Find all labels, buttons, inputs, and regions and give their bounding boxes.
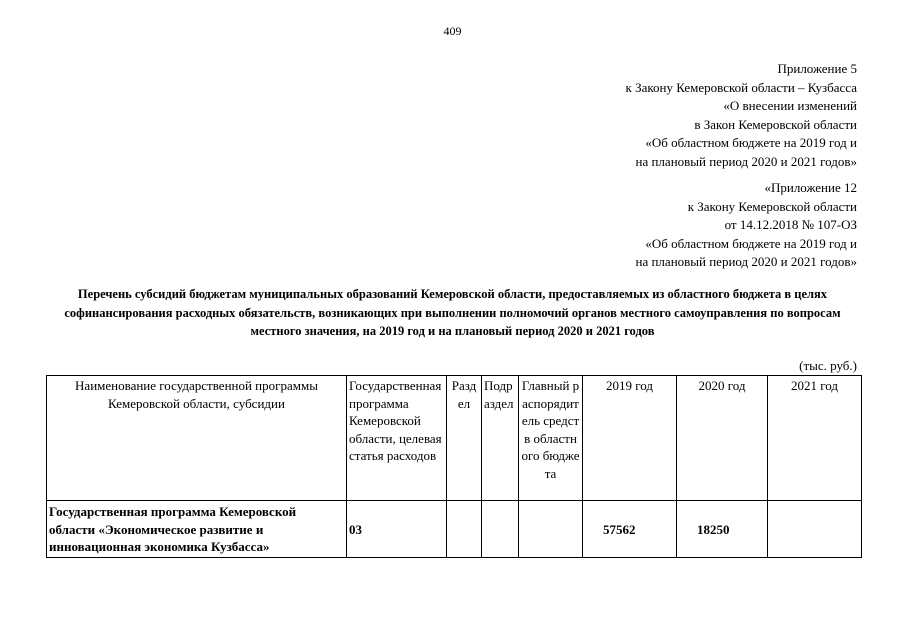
appendix-line: «Об областном бюджете на 2019 год и (645, 235, 857, 251)
appendix-line: в Закон Кемеровской области (694, 116, 857, 132)
appendix-line: на плановый период 2020 и 2021 годов» (635, 153, 857, 169)
appendix-line: Приложение 5 (777, 61, 857, 76)
appendix-line: к Закону Кемеровской области (687, 198, 857, 214)
header-manager: Главный распорядитель средств областного бюджета (519, 376, 583, 501)
appendix-line: на плановый период 2020 и 2021 годов» (635, 254, 857, 269)
cell-section (447, 501, 482, 558)
appendix-line: «О внесении изменений (723, 98, 857, 113)
header-2019: 2019 год (583, 376, 677, 501)
appendix-5-header (626, 60, 858, 171)
header-program-code: Государственная программа Кемеровской области, целевая статья расходов (347, 376, 447, 501)
appendix-line: «Приложение 12 (764, 180, 857, 195)
subsidies-table (46, 375, 862, 558)
header-2020: 2020 год (677, 376, 768, 501)
document-title: Перечень субсидий бюджетам муниципальных образований Кемеровской области, предоставляемых из областного бюджета в целях софинансирования расходных обязательств, возникающих при выполнении полномочий органов местного самоуправления по вопросам местного значения, на 2019 год и на плановый период 2020 и 2021 годов (64, 287, 841, 338)
appendix-line: от 14.12.2018 № 107-ОЗ (724, 217, 857, 232)
table-row (47, 501, 862, 558)
table-header-row (47, 376, 862, 501)
appendix-line: к Закону Кемеровской области – Кузбасса (625, 79, 857, 95)
cell-manager (519, 501, 583, 558)
header-2021: 2021 год (768, 376, 862, 501)
cell-2019: 57562 (583, 501, 677, 558)
page-number: 409 (443, 24, 462, 38)
cell-subsection (482, 501, 519, 558)
cell-2020: 18250 (677, 501, 768, 558)
cell-program-name: Государственная программа Кемеровской области «Экономическое развитие и инновационная экономика Кузбасса» (47, 501, 347, 558)
header-section: Раздел (447, 376, 482, 501)
header-subsection: Подраздел (482, 376, 519, 501)
appendix-line: «Об областном бюджете на 2019 год и (645, 135, 857, 150)
header-program-name: Наименование государственной программы Кемеровской области, субсидии (47, 376, 347, 501)
appendix-12-header (636, 179, 858, 272)
cell-program-code: 03 (347, 501, 447, 558)
cell-2021 (768, 501, 862, 558)
unit-label: (тыс. руб.) (799, 358, 857, 373)
